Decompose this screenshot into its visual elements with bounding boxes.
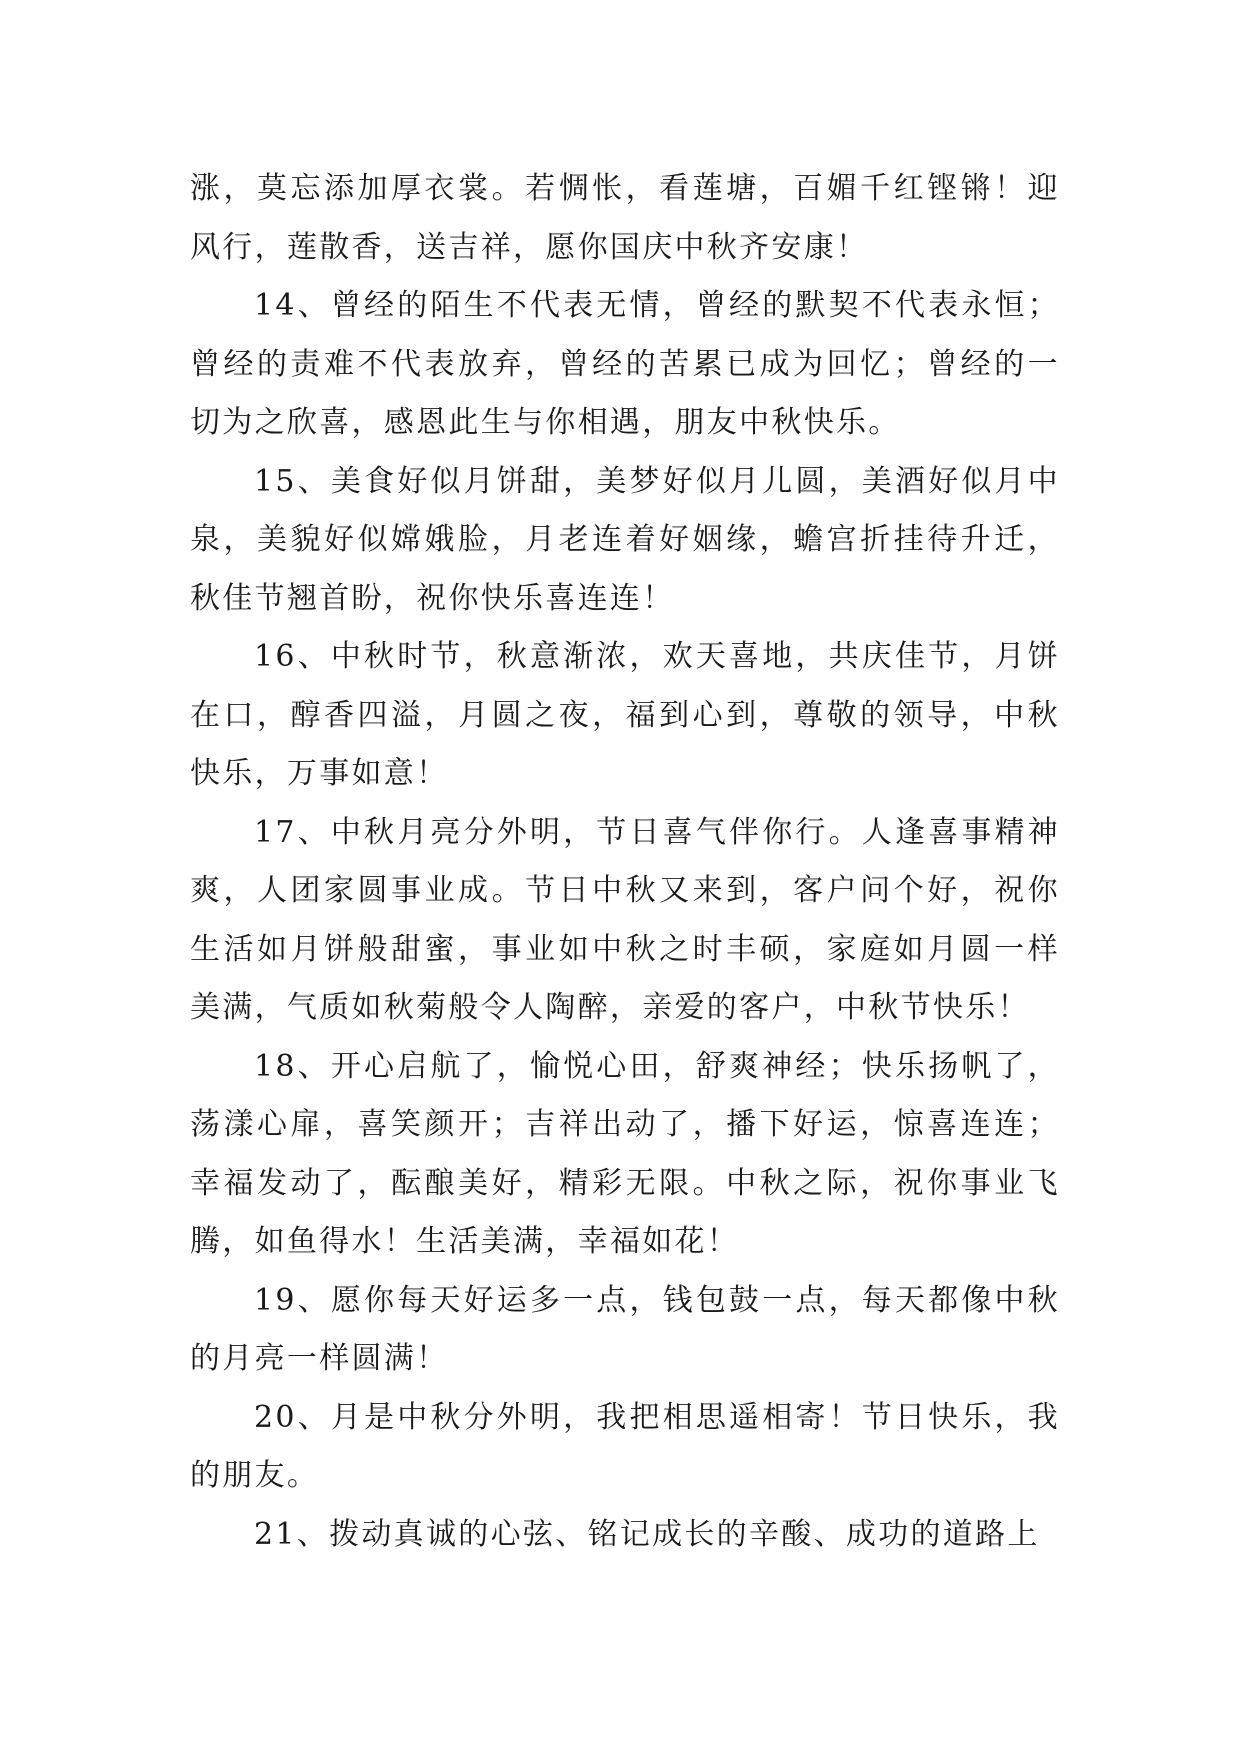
paragraph-18: 18、开心启航了，愉悦心田，舒爽神经；快乐扬帆了，荡漾心扉，喜笑颜开；吉祥出动了，播下好运，惊喜连连；幸福发动了，酝酿美好，精彩无限。中秋之际，祝你事业飞腾，如鱼得水！生活美满，幸福如花！ <box>190 1048 1060 1259</box>
paragraph-21: 21、拨动真诚的心弦、铭记成长的辛酸、成功的道路上 <box>254 1516 1040 1552</box>
paragraph-15: 15、美食好似月饼甜，美梦好似月儿圆，美酒好似月中泉，美貌好似嫦娥脸，月老连着好姻缘，蟾宫折挂待升迁，秋佳节翘首盼，祝你快乐喜连连！ <box>190 463 1060 616</box>
paragraph-17: 17、中秋月亮分外明，节日喜气伴你行。人逢喜事精神爽，人团家圆事业成。节日中秋又来到，客户问个好，祝你生活如月饼般甜蜜，事业如中秋之时丰硕，家庭如月圆一样美满，气质如秋菊般令人陶醉，亲爱的客户，中秋节快乐！ <box>190 814 1060 1025</box>
paragraph-20: 20、月是中秋分外明，我把相思遥相寄！节日快乐，我的朋友。 <box>190 1399 1060 1493</box>
paragraph-16: 16、中秋时节，秋意渐浓，欢天喜地，共庆佳节，月饼在口，醇香四溢，月圆之夜，福到心到，尊敬的领导，中秋快乐，万事如意！ <box>190 639 1060 791</box>
paragraph-14: 14、曾经的陌生不代表无情，曾经的默契不代表永恒；曾经的责难不代表放弃，曾经的苦累已成为回忆；曾经的一切为之欣喜，感恩此生与你相遇，朋友中秋快乐。 <box>190 288 1060 440</box>
document-body <box>190 160 1060 1564</box>
paragraph-13-tail: 涨，莫忘添加厚衣裳。若惆怅，看莲塘，百媚千红铿锵！迎风行，莲散香，送吉祥，愿你国庆中秋齐安康！ <box>190 171 1060 265</box>
paragraph-19: 19、愿你每天好运多一点，钱包鼓一点，每天都像中秋的月亮一样圆满！ <box>190 1282 1060 1376</box>
